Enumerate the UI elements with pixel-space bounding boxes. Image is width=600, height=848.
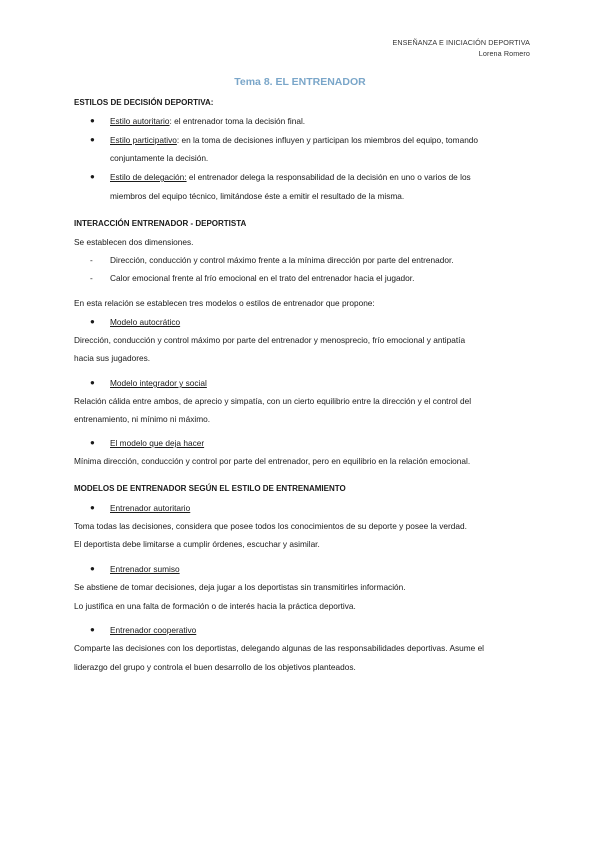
bullet-icon: ● (90, 378, 95, 387)
dash-icon: - (90, 273, 93, 283)
bullet-icon: ● (90, 625, 95, 634)
model-desc: hacia sus jugadores. (74, 353, 151, 363)
coach-type-desc: Se abstiene de tomar decisiones, deja jugar a los deportistas sin transmitirles información. (74, 582, 406, 592)
estilo-continuation: conjuntamente la decisión. (110, 153, 209, 163)
estilo-label: Estilo participativo (110, 135, 177, 145)
estilo-text: : el entrenador toma la decisión final. (169, 116, 306, 126)
estilo-item (110, 171, 471, 183)
estilo-text: : en la toma de decisiones influyen y participan los miembros del equipo, tomando (176, 135, 479, 145)
header-course: ENSEÑANZA E INICIACIÓN DEPORTIVA (392, 38, 530, 47)
model-name: Modelo integrador y social (110, 378, 207, 388)
coach-type-desc: Toma todas las decisiones, considera que posee todos los conocimientos de su deporte y posee la verdad. (74, 521, 467, 531)
section-heading-estilos: ESTILOS DE DECISIÓN DEPORTIVA: (74, 98, 214, 107)
model-name: El modelo que deja hacer (110, 438, 205, 448)
model-desc: Dirección, conducción y control máximo por parte del entrenador y menosprecio, frío emocional y antipatía (74, 335, 466, 345)
bullet-icon: ● (90, 503, 95, 512)
coach-type-name: Entrenador autoritario (110, 503, 191, 513)
page-header (392, 37, 530, 59)
bullet-icon: ● (90, 317, 95, 326)
coach-type-desc: Lo justifica en una falta de formación o de interés hacia la práctica deportiva. (74, 601, 356, 611)
coach-type-desc: Comparte las decisiones con los deportistas, delegando algunas de las responsabilidades deportivas. Asume el (74, 643, 485, 653)
estilo-label: Estilo autoritario (110, 116, 170, 126)
estilo-text: el entrenador delega la responsabilidad de la decisión en uno o varios de los (186, 172, 471, 182)
estilo-continuation: miembros del equipo técnico, limitándose éste a emitir el resultado de la misma. (110, 191, 405, 201)
dash-icon: - (90, 255, 93, 265)
header-author: Lorena Romero (478, 49, 530, 58)
model-desc: Relación cálida entre ambos, de aprecio y simpatía, con un cierto equilibrio entre la dirección y el control del (74, 396, 472, 406)
estilo-item (110, 134, 478, 146)
bullet-icon: ● (90, 438, 95, 447)
estilo-item (110, 115, 305, 127)
coach-type-desc: El deportista debe limitarse a cumplir órdenes, escuchar y asimilar. (74, 539, 320, 549)
models-intro: En esta relación se establecen tres modelos o estilos de entrenador que propone: (74, 298, 375, 308)
section-heading-modelos: MODELOS DE ENTRENADOR SEGÚN EL ESTILO DE ENTRENAMIENTO (74, 484, 346, 493)
bullet-icon: ● (90, 564, 95, 573)
model-name: Modelo autocrático (110, 317, 181, 327)
coach-type-desc: liderazgo del grupo y controla el buen desarrollo de los objetivos planteados. (74, 662, 356, 672)
estilo-label: Estilo de delegación: (110, 172, 187, 182)
model-desc: Mínima dirección, conducción y control por parte del entrenador, pero en equilibrio en la relación emocional. (74, 456, 471, 466)
interaccion-intro: Se establecen dos dimensiones. (74, 237, 194, 247)
coach-type-name: Entrenador sumiso (110, 564, 180, 574)
bullet-icon: ● (90, 116, 95, 125)
model-desc: entrenamiento, ni mínimo ni máximo. (74, 414, 211, 424)
bullet-icon: ● (90, 135, 95, 144)
dimension-item: Calor emocional frente al frío emocional en el trato del entrenador hacia el jugador. (110, 273, 415, 283)
bullet-icon: ● (90, 172, 95, 181)
page-title: Tema 8. EL ENTRENADOR (234, 76, 366, 88)
section-heading-interaccion: INTERACCIÓN ENTRENADOR - DEPORTISTA (74, 219, 247, 228)
coach-type-name: Entrenador cooperativo (110, 625, 197, 635)
dimension-item: Dirección, conducción y control máximo frente a la mínima dirección por parte del entrenador. (110, 255, 454, 265)
